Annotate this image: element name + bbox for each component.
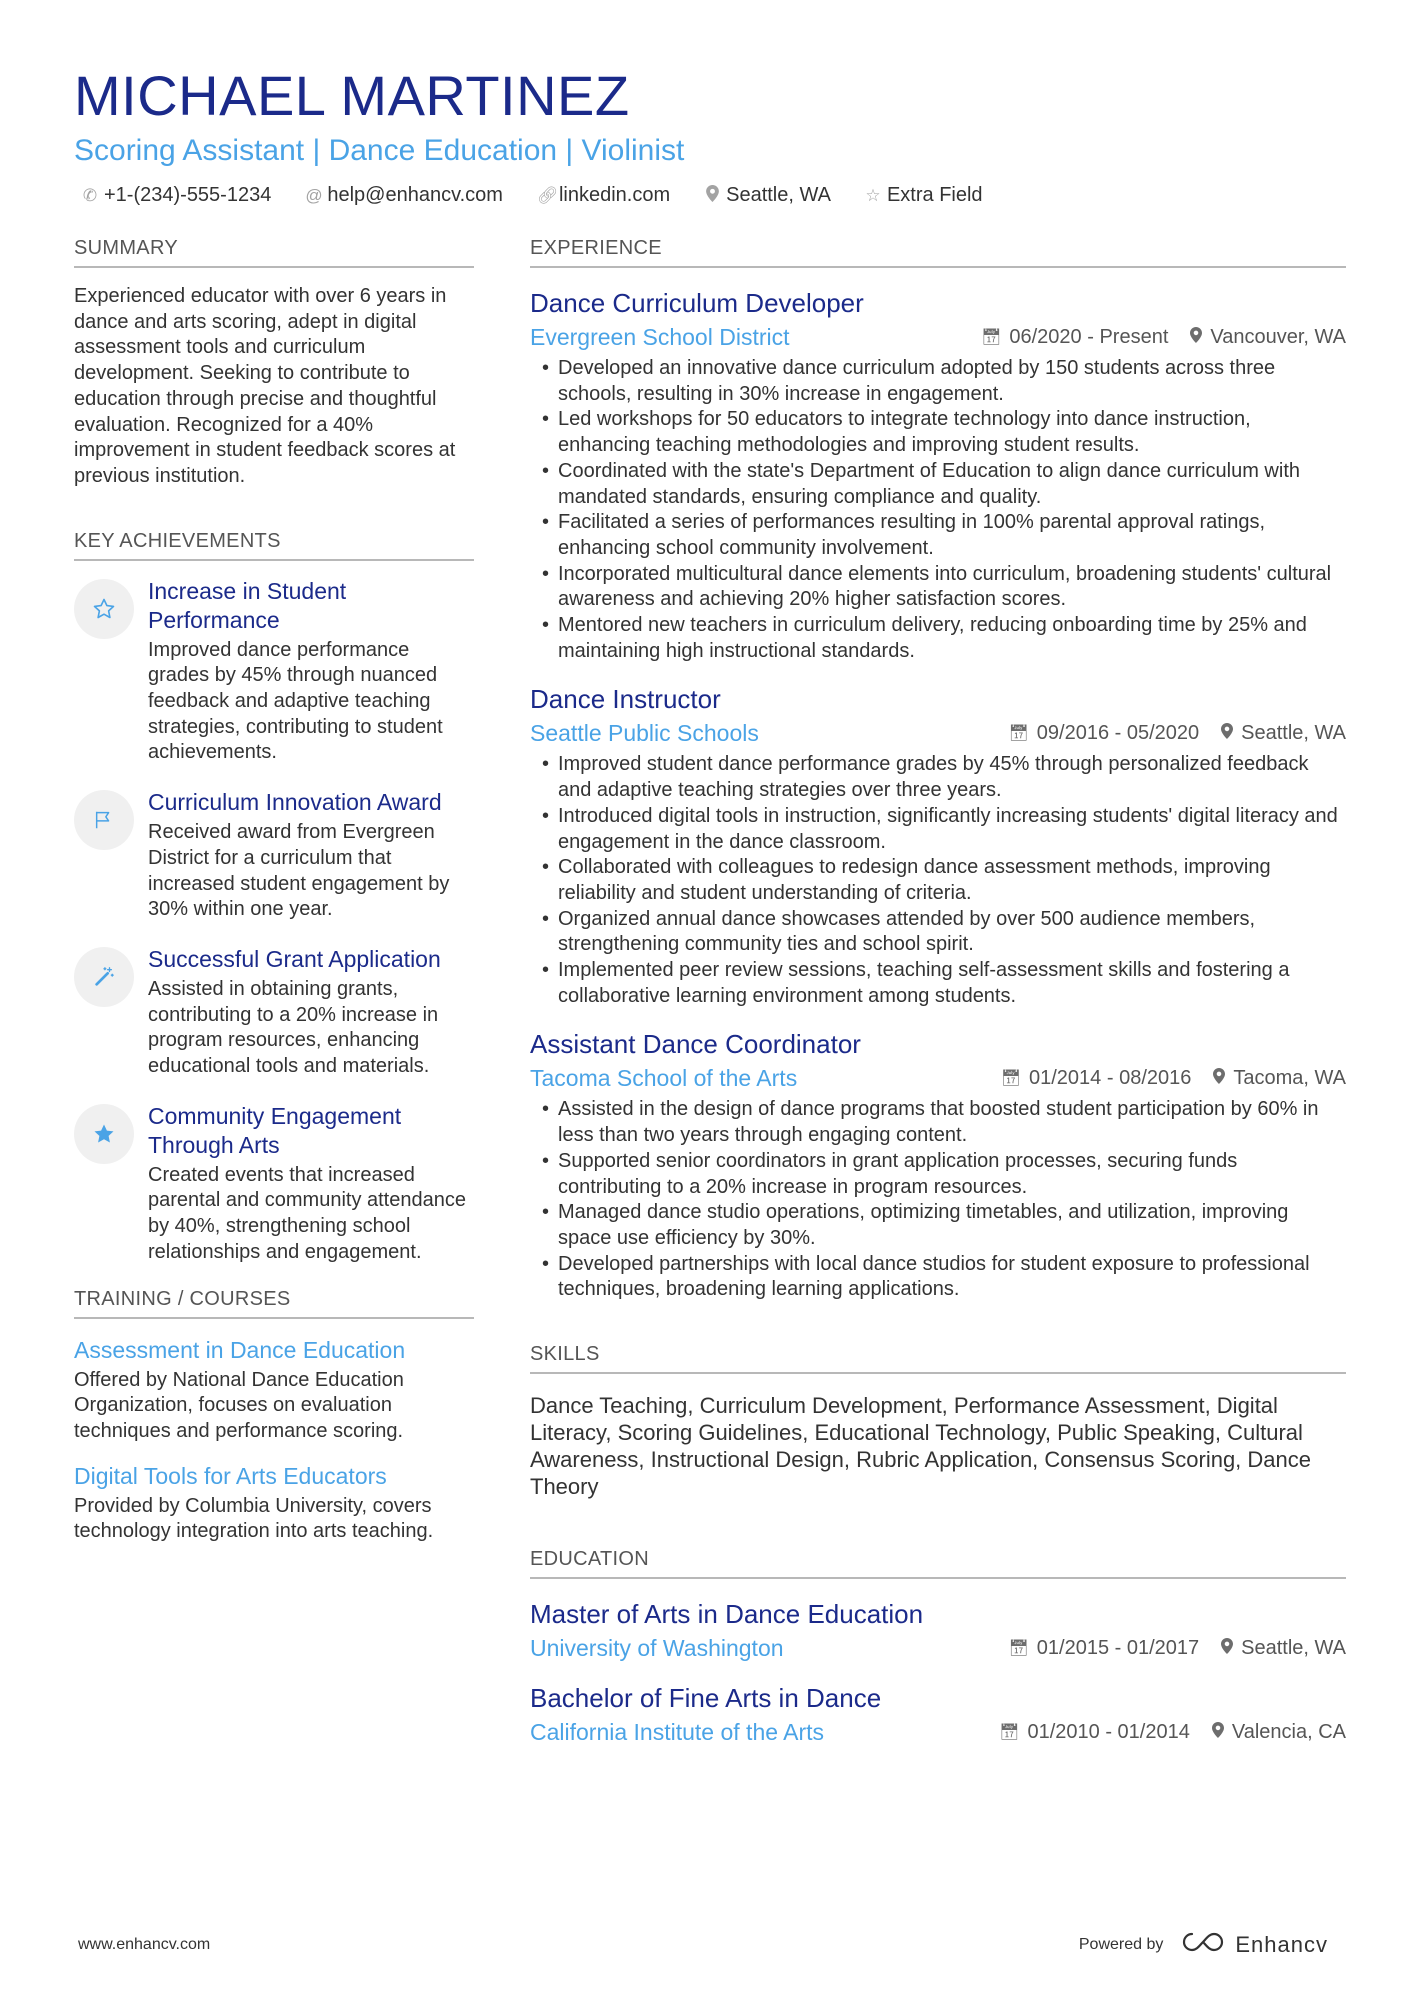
- edu-location: Valencia, CA: [1231, 1720, 1346, 1743]
- achievement-desc: Assisted in obtaining grants, contributing to a 20% increase in program resources, enhancing educational tools and materials.: [148, 977, 439, 1078]
- experience-section: [530, 237, 1346, 1303]
- job-bullet: • Assisted in the design of dance programs that boosted student participation by 60% in less than two years through engaging content.: [530, 1097, 1346, 1148]
- course-item: [74, 1335, 474, 1445]
- job-bullet: • Led workshops for 50 educators to integrate technology into dance instruction, enhancing teaching methodologies and improving student results.: [530, 407, 1346, 458]
- achievements-section: [74, 530, 474, 1266]
- job-dates: 06/2020 - Present: [1009, 325, 1169, 348]
- calendar-icon: 📅︎: [1008, 1640, 1029, 1658]
- education-entry: [530, 1597, 1346, 1663]
- contact-location: [704, 184, 831, 207]
- contact-email[interactable]: [305, 184, 503, 207]
- at-icon: @: [305, 185, 323, 205]
- achievement-title: Community Engagement Through Arts: [148, 1102, 402, 1158]
- education-entry: [530, 1681, 1346, 1747]
- edu-dates: 01/2010 - 01/2014: [1027, 1720, 1190, 1743]
- star-filled-icon: [74, 1104, 134, 1164]
- job-bullet: • Collaborated with colleagues to redesign dance assessment methods, improving reliability and student understanding of criteria.: [530, 855, 1346, 906]
- location-icon: [1190, 327, 1202, 348]
- contact-linkedin-text[interactable]: linkedin.com: [558, 184, 671, 206]
- contact-linkedin[interactable]: [537, 184, 670, 207]
- job-location: Vancouver, WA: [1210, 325, 1346, 348]
- job-location: Tacoma, WA: [1233, 1066, 1346, 1089]
- job-bullet: • Supported senior coordinators in grant application processes, securing funds contributing to a 20% increase in program resources.: [530, 1149, 1346, 1200]
- skills-section: [530, 1343, 1346, 1500]
- achievement-desc: Received award from Evergreen District for a curriculum that increased student engagement by 30% within one year.: [148, 821, 450, 921]
- achievement-item: [74, 1102, 474, 1266]
- brand-name: Enhancv: [1235, 1932, 1328, 1957]
- contact-bar: [74, 184, 1344, 207]
- course-item: [74, 1461, 474, 1545]
- contact-extra-text: Extra Field: [886, 184, 983, 206]
- edu-location: Seattle, WA: [1241, 1636, 1346, 1659]
- job-bullet: • Incorporated multicultural dance elements into curriculum, broadening students' cultural awareness and achieving 20% higher satisfaction scores.: [530, 562, 1346, 613]
- link-icon: 🔗︎: [536, 185, 559, 205]
- candidate-name: MICHAEL MARTINEZ: [74, 64, 630, 127]
- degree-title: Master of Arts in Dance Education: [530, 1599, 924, 1630]
- contact-phone: [82, 184, 271, 207]
- training-section: [74, 1288, 474, 1546]
- degree-title: Bachelor of Fine Arts in Dance: [530, 1683, 882, 1714]
- candidate-tagline: Scoring Assistant | Dance Education | Violinist: [74, 134, 685, 167]
- infinity-logo-icon: [1181, 1930, 1225, 1960]
- job-bullet: • Developed an innovative dance curriculum adopted by 150 students across three schools, resulting in 30% increase in engagement.: [530, 356, 1346, 407]
- powered-by-label: Powered by: [1078, 1936, 1164, 1953]
- page-footer: [78, 1930, 1328, 1960]
- experience-heading: EXPERIENCE: [530, 237, 1346, 268]
- job-bullet: • Organized annual dance showcases attended by over 500 audience members, strengthening community ties and school spirit.: [530, 907, 1346, 958]
- calendar-icon: 📅︎: [1000, 1070, 1021, 1088]
- course-title: Assessment in Dance Education: [74, 1336, 406, 1363]
- enhancv-logo[interactable]: [1181, 1930, 1328, 1960]
- job-bullets: [530, 356, 1346, 664]
- job-entry: [530, 1027, 1346, 1303]
- location-icon: [1212, 1722, 1224, 1743]
- school-name: University of Washington: [530, 1635, 784, 1662]
- summary-heading: SUMMARY: [74, 237, 474, 268]
- achievement-desc: Improved dance performance grades by 45% through nuanced feedback and adaptive teaching strategies, contributing to student achievements.: [148, 638, 443, 764]
- education-heading: EDUCATION: [530, 1548, 1346, 1579]
- achievement-item: [74, 577, 474, 767]
- footer-website[interactable]: www.enhancv.com: [78, 1936, 211, 1953]
- calendar-icon: 📅︎: [1008, 725, 1029, 743]
- job-title: Assistant Dance Coordinator: [530, 1029, 861, 1060]
- achievement-item: [74, 945, 474, 1080]
- course-desc: Offered by National Dance Education Organization, focuses on evaluation techniques and performance scoring.: [74, 1368, 404, 1442]
- job-entry: [530, 682, 1346, 1009]
- phone-icon: ✆: [82, 185, 98, 205]
- job-bullet: • Facilitated a series of performances resulting in 100% parental approval ratings, enhancing school community involvement.: [530, 510, 1346, 561]
- job-bullet: • Coordinated with the state's Department of Education to align dance curriculum with mandated standards, ensuring compliance and quality.: [530, 459, 1346, 510]
- job-bullet: • Mentored new teachers in curriculum delivery, reducing onboarding time by 25% and maintaining high instructional standards.: [530, 613, 1346, 664]
- job-company: Evergreen School District: [530, 324, 790, 350]
- course-title: Digital Tools for Arts Educators: [74, 1462, 387, 1489]
- job-bullet: • Introduced digital tools in instruction, significantly increasing students' digital literacy and engagement in the dance classroom.: [530, 804, 1346, 855]
- location-icon: [1221, 1638, 1233, 1659]
- achievement-title: Successful Grant Application: [148, 945, 441, 972]
- job-bullets: [530, 1097, 1346, 1303]
- right-column: [530, 237, 1346, 1747]
- job-company: Seattle Public Schools: [530, 720, 759, 747]
- calendar-icon: 📅︎: [981, 329, 1002, 346]
- job-dates: 01/2014 - 08/2016: [1029, 1066, 1192, 1089]
- job-title: Dance Curriculum Developer: [530, 288, 864, 318]
- contact-extra: [865, 184, 983, 207]
- magic-wand-icon: [74, 947, 134, 1007]
- star-outline-icon: [74, 579, 134, 639]
- job-dates: 09/2016 - 05/2020: [1036, 721, 1200, 744]
- flag-icon: [74, 790, 134, 850]
- course-desc: Provided by Columbia University, covers technology integration into arts teaching.: [74, 1494, 434, 1543]
- achievements-heading: KEY ACHIEVEMENTS: [74, 530, 474, 561]
- location-icon: [1213, 1068, 1225, 1089]
- job-bullet: • Developed partnerships with local dance studios for student exposure to professional techniques, broadening learning applications.: [530, 1252, 1346, 1303]
- job-bullet: • Implemented peer review sessions, teaching self-assessment skills and fostering a collaborative learning environment among students.: [530, 958, 1346, 1009]
- achievement-item: [74, 788, 474, 923]
- summary-text: Experienced educator with over 6 years in dance and arts scoring, adept in digital assessment tools and curriculum development. Seeking to contribute to education through precise and thoughtful evaluation. Recognized for a 40% improvement in student feedback scores at previous institution.: [74, 285, 456, 487]
- summary-section: [74, 237, 474, 490]
- training-heading: TRAINING / COURSES: [74, 1288, 474, 1319]
- location-icon: [704, 185, 720, 207]
- skills-text: Dance Teaching, Curriculum Development, Performance Assessment, Digital Literacy, Scoring Guidelines, Educational Technology, Public Speaking, Cultural Awareness, Instructional Design, Rubric Application, Consensus Scoring, Dance Theory: [530, 1393, 1311, 1500]
- skills-heading: SKILLS: [530, 1343, 1346, 1374]
- contact-location-text: Seattle, WA: [726, 184, 831, 206]
- job-bullet: • Managed dance studio operations, optimizing timetables, and utilization, improving space use efficiency by 30%.: [530, 1200, 1346, 1251]
- edu-dates: 01/2015 - 01/2017: [1036, 1636, 1200, 1659]
- location-icon: [1221, 723, 1233, 744]
- job-title: Dance Instructor: [530, 684, 721, 715]
- calendar-icon: 📅︎: [999, 1724, 1020, 1742]
- achievement-title: Curriculum Innovation Award: [148, 789, 442, 816]
- job-location: Seattle, WA: [1241, 721, 1346, 744]
- achievement-title: Increase in Student Performance: [148, 577, 347, 633]
- school-name: California Institute of the Arts: [530, 1719, 825, 1746]
- resume-header: [74, 60, 1344, 207]
- job-company: Tacoma School of the Arts: [530, 1065, 798, 1092]
- star-icon: ☆: [865, 185, 881, 205]
- left-column: [74, 237, 474, 1545]
- contact-phone-text: +1-(234)-555-1234: [104, 184, 272, 206]
- job-entry: [530, 286, 1346, 664]
- achievement-desc: Created events that increased parental and community attendance by 40%, strengthening school relationships and engagement.: [148, 1163, 466, 1263]
- contact-email-text[interactable]: help@enhancv.com: [327, 184, 503, 206]
- education-section: [530, 1548, 1346, 1747]
- job-bullet: • Improved student dance performance grades by 45% through personalized feedback and adaptive teaching strategies over three years.: [530, 752, 1346, 803]
- job-bullets: [530, 752, 1346, 1009]
